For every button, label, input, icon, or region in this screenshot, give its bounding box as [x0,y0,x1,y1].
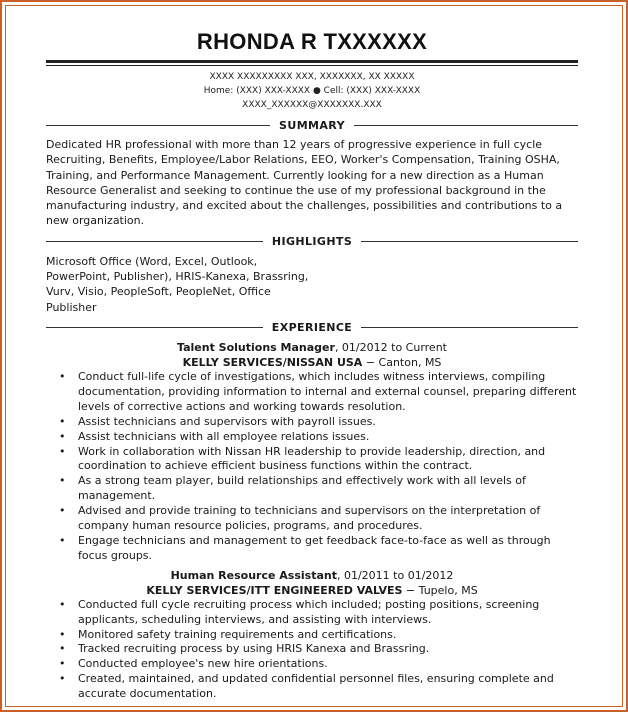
divider-line [361,241,578,242]
experience-heading-label: EXPERIENCE [271,321,353,335]
duty-text: Tracked recruiting process by using HRIS Kanexa and Brassring. [78,642,430,656]
header-rule-thin [46,65,578,66]
list-item [46,642,578,657]
contact-phones: Home: (XXX) XXX-XXXX ● Cell: (XXX) XXX-XXXX [203,86,421,96]
job-title-line [46,568,578,583]
bullet-icon: • [59,533,66,547]
divider-line [46,241,263,242]
list-item [46,504,578,534]
bullet-icon: • [59,444,66,458]
experience-heading [46,320,578,336]
divider-line [361,327,578,328]
highlights-heading [46,234,578,250]
job-employer-line [46,355,578,370]
job-employer: KELLY SERVICES/NISSAN USA [182,355,363,369]
bullet-icon: • [59,597,66,611]
list-item [46,657,578,672]
bullet-icon: • [59,642,66,656]
job-location: − Tupelo, MS [402,583,478,597]
duty-text: Advised and provide training to technicians and supervisors on the interpretation of company human resource policies, programs, and procedures. [78,504,541,533]
job-entry [46,568,578,702]
bullet-icon: • [59,429,66,443]
bullet-icon: • [59,627,66,641]
resume-document [46,28,578,702]
bullet-icon: • [59,474,66,488]
header-rule-thick [46,60,578,63]
job-employer-line [46,583,578,598]
job-entry [46,340,578,564]
duty-text: Conducted employee's new hire orientations. [78,657,328,671]
duty-text: Created, maintained, and updated confidential personnel files, ensuring complete and accurate documentation. [78,672,554,701]
duty-text: Work in collaboration with Nissan HR leadership to provide leadership, direction, and coordination to achieve efficient business functions within the contract. [78,444,546,473]
summary-text: Dedicated HR professional with more than 12 years of progressive experience in full cycle Recruiting, Benefits, Employee/Labor Relations, EEO, Worker's Compensation, Training OSHA, Training, and Performance Management. Currently looking for a new direction as a Human Resource Generalist and seeking to continue the use of my professional background in the manufacturing industry, and excited about the challenges, possibilities and contributions to a new organization. [46,138,563,228]
bullet-icon: • [59,672,66,686]
duty-text: Conduct full-life cycle of investigations, which includes witness interviews, compiling documentation, providing information to internal and external counsel, preparing different levels of corrective actions and working towards resolution. [78,369,577,413]
list-item [46,628,578,643]
highlights-text: Microsoft Office (Word, Excel, Outlook, PowerPoint, Publisher), HRIS-Kanexa, Brassring, Vurv, Visio, PeopleSoft, PeopleNet, Office Publisher [46,254,309,314]
job-employer: KELLY SERVICES/ITT ENGINEERED VALVES [146,583,403,597]
list-item [46,474,578,504]
duty-text: Conducted full cycle recruiting process which included; posting positions, screening applicants, scheduling interviews, and assisting with interviews. [78,597,540,626]
job-duties-list [46,370,578,564]
contact-block [46,70,578,112]
list-item [46,415,578,430]
list-item [46,672,578,702]
list-item [46,430,578,445]
bullet-icon: • [59,504,66,518]
bullet-icon: • [59,369,66,383]
candidate-name: RHONDA R TXXXXXX [196,29,428,54]
job-duties-list [46,598,578,702]
duty-text: Engage technicians and management to get feedback face-to-face as well as through focus groups. [78,533,551,562]
duty-text: Assist technicians with all employee relations issues. [78,429,370,443]
highlights-heading-label: HIGHLIGHTS [271,235,353,249]
duty-text: As a strong team player, build relationships and effectively work with all levels of management. [78,474,526,503]
divider-line [46,327,263,328]
job-dates: , 01/2011 to 01/2012 [336,568,454,582]
bullet-icon: • [59,414,66,428]
job-location: − Canton, MS [362,355,442,369]
list-item [46,534,578,564]
divider-line [46,125,270,126]
summary-heading [46,117,578,133]
contact-email: XXXX_XXXXXX@XXXXXXX.XXX [242,100,382,110]
job-title-line [46,340,578,355]
divider-line [354,125,578,126]
list-item [46,445,578,475]
list-item [46,598,578,628]
job-dates: , 01/2012 to Current [334,340,447,354]
job-title: Talent Solutions Manager [177,340,335,354]
bullet-icon: • [59,657,66,671]
duty-text: Assist technicians and supervisors with payroll issues. [78,414,376,428]
job-title: Human Resource Assistant [170,568,337,582]
summary-heading-label: SUMMARY [279,118,345,132]
list-item [46,370,578,415]
duty-text: Monitored safety training requirements and certifications. [78,627,397,641]
contact-address: XXXX XXXXXXXXX XXX, XXXXXXX, XX XXXXX [209,72,415,82]
